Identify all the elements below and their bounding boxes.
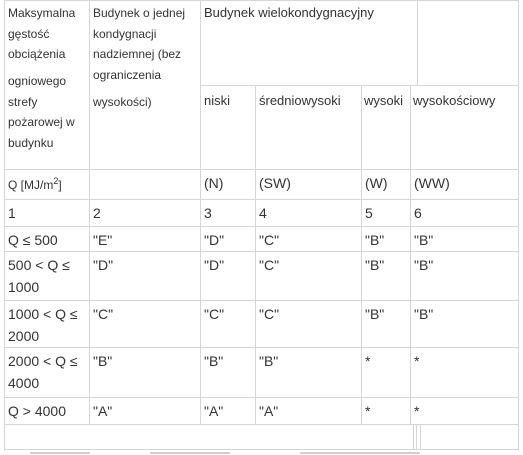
table-cell [361,397,411,425]
q-range: 2000 [8,328,40,345]
header-sub-label: wysokościowy [413,93,496,108]
class-value: "D" [204,232,225,248]
class-value: "B" [259,353,279,369]
table-cell [200,251,256,301]
q-range: 4000 [8,375,40,392]
table-cell [200,397,256,425]
header-unit-empty [89,169,201,200]
code-cell [410,169,519,200]
code-w: (W) [365,175,388,191]
number-cell [89,199,201,227]
header-single-line: wysokości) [93,94,152,109]
table-cell [410,226,519,252]
number-cell [361,199,411,227]
class-value: * [365,353,371,369]
header-sub-label: wysoki [364,93,404,108]
class-value: "B" [204,353,224,369]
class-value: * [414,403,420,419]
number-cell [255,199,362,227]
table-cell [200,347,256,398]
header-load-line: ogniowego [8,73,67,88]
table-row-q-cell [4,251,90,301]
header-sub-label: niski [204,93,231,108]
header-cell-load-density [4,0,90,170]
column-number: 6 [414,205,422,221]
header-load-line: pożarowej w [8,115,75,130]
q-range: 2000 < Q ≤ [8,353,78,369]
code-cell [200,169,256,200]
number-cell [4,199,90,227]
header-unit-cell [4,169,90,200]
class-value: "B" [365,232,385,248]
header-load-line: budynku [8,135,54,150]
table-cell [410,300,519,348]
table-row-q-cell [4,300,90,348]
table-cell [361,226,411,252]
header-sub-sredniowysoki [255,85,362,170]
class-value: "B" [414,257,434,273]
header-cell-single-storey [89,0,201,170]
table-cell [361,251,411,301]
column-number: 2 [93,205,101,221]
table-cell [255,300,362,348]
class-value: "D" [93,257,114,273]
class-value: "C" [259,232,280,248]
column-number: 4 [259,205,267,221]
q-range: Q ≤ 500 [8,232,58,248]
header-sub-wysoki [361,85,411,170]
unit-text-end: ] [58,178,62,192]
unit-text: Q [MJ/m [8,178,54,192]
number-cell [200,199,256,227]
code-ww: (WW) [414,175,450,191]
table-cell [200,300,256,348]
class-value: "C" [204,306,225,322]
header-load-line: Maksymalna [8,6,76,20]
header-sub-label: średniowysoki [259,93,341,108]
table-cell [89,300,201,348]
table-row-q-cell [4,347,90,398]
table-cell [410,347,519,398]
table-cell [89,347,201,398]
unit-superscript: 2 [53,176,59,186]
table-cell [255,226,362,252]
class-value: * [365,403,371,419]
header-load-line: gęstość [8,26,50,41]
column-number: 1 [8,205,16,221]
table-row-q-cell [4,397,90,425]
table-cell [89,226,201,252]
class-value: "B" [365,257,385,273]
class-value: * [414,353,420,369]
class-value: "B" [414,232,434,248]
class-value: "E" [93,232,113,248]
header-single-line: ograniczenia [93,67,162,82]
code-n: (N) [204,175,224,191]
class-value: "D" [204,257,225,273]
header-single-line: kondygnacji [93,26,157,41]
class-value: "C" [93,306,114,322]
code-cell [361,169,411,200]
class-value: "A" [93,403,113,419]
table-cell [361,300,411,348]
q-range: Q > 4000 [8,403,66,419]
header-multistorey-group [200,0,418,86]
code-sw: (SW) [259,175,291,191]
header-single-line: nadziemnej (bez [93,47,182,62]
column-number: 3 [204,205,212,221]
table-cell [89,397,201,425]
table-cell [410,251,519,301]
class-value: "A" [259,403,279,419]
table-cell [200,226,256,252]
header-load-line: obciążenia [8,47,66,62]
q-range: 1000 [8,279,40,296]
table-cell [255,347,362,398]
table-row-q-cell [4,226,90,252]
class-value: "B" [93,353,113,369]
class-value: "C" [259,306,280,322]
header-multistorey-label: Budynek wielokondygnacyjny [204,5,374,20]
table-cell [89,251,201,301]
class-value: "C" [259,257,280,273]
class-value: "B" [365,306,385,322]
empty-row-cell [416,424,519,450]
header-sub-wysokosciowy [410,85,519,170]
table-cell [361,347,411,398]
empty-row-cell [4,424,414,450]
table-cell [410,397,519,425]
q-range: 500 < Q ≤ [8,257,70,273]
class-value: "A" [204,403,224,419]
number-cell [410,199,519,227]
header-sub-niski [200,85,256,170]
code-cell [255,169,362,200]
table-cell [255,397,362,425]
table-cell [255,251,362,301]
header-empty-cell [417,0,519,86]
class-value: "B" [414,306,434,322]
header-single-line: Budynek o jednej [93,6,186,20]
q-range: 1000 < Q ≤ [8,306,78,322]
column-number: 5 [365,205,373,221]
header-load-line: strefy [8,94,38,109]
